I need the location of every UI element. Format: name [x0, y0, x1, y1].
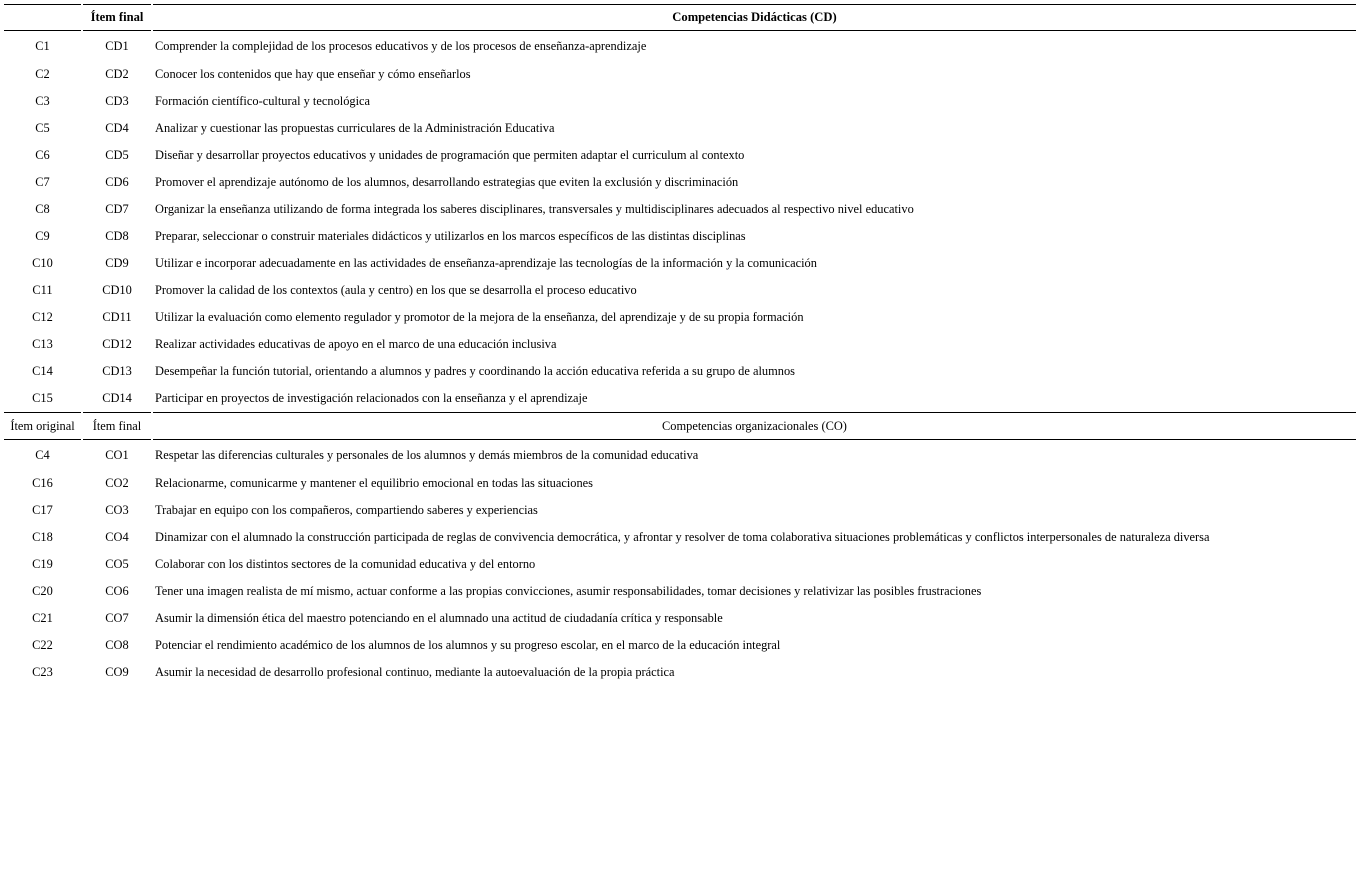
table-row [4, 88, 1356, 115]
header-row-cd [4, 4, 1356, 31]
cd-final-cell: CD11 [102, 310, 132, 324]
cd-original-cell: C2 [35, 67, 50, 81]
co-original-cell: C21 [32, 611, 53, 625]
table-row [4, 578, 1356, 605]
co-section-header [4, 412, 1356, 440]
table-row [4, 115, 1356, 142]
cd-final-cell: CD14 [102, 391, 132, 405]
co-original-cell: C4 [35, 448, 50, 462]
cd-original-cell: C10 [32, 256, 53, 270]
co-final-cell: CO1 [105, 448, 129, 462]
header-final-co: Ítem final [83, 412, 151, 440]
co-original-cell: C18 [32, 530, 53, 544]
table-row [4, 470, 1356, 497]
cd-original-cell: C3 [35, 94, 50, 108]
cd-final-cell: CD10 [102, 283, 132, 297]
co-description-cell: Trabajar en equipo con los compañeros, compartiendo saberes y experiencias [155, 503, 538, 517]
cd-final-cell: CD6 [105, 175, 129, 189]
co-description-cell: Colaborar con los distintos sectores de la comunidad educativa y del entorno [155, 557, 536, 571]
cd-description-cell: Preparar, seleccionar o construir materiales didácticos y utilizarlos en los marcos específicos de las distintas disciplinas [155, 229, 746, 243]
co-final-cell: CO4 [105, 530, 129, 544]
table-row [4, 142, 1356, 169]
table-row [4, 304, 1356, 331]
header-original-cd [4, 4, 81, 31]
cd-description-cell: Desempeñar la función tutorial, orientando a alumnos y padres y coordinando la acción educativa referida a su grupo de alumnos [155, 364, 795, 378]
cd-description-cell: Participar en proyectos de investigación relacionados con la enseñanza y el aprendizaje [155, 391, 588, 405]
co-description-cell: Potenciar el rendimiento académico de los alumnos de los alumnos y su progreso escolar, en el marco de la educación integral [155, 638, 781, 652]
table-row [4, 551, 1356, 578]
table-row [4, 497, 1356, 524]
cd-section-body [4, 31, 1356, 412]
co-description-cell: Asumir la dimensión ética del maestro potenciando en el alumnado una actitud de ciudadanía crítica y responsable [155, 611, 723, 625]
cd-final-cell: CD5 [105, 148, 129, 162]
table-row [4, 61, 1356, 88]
cd-original-cell: C9 [35, 229, 50, 243]
co-final-cell: CO3 [105, 503, 129, 517]
table-row [4, 524, 1356, 551]
co-final-cell: CO5 [105, 557, 129, 571]
cd-original-cell: C6 [35, 148, 50, 162]
co-original-cell: C16 [32, 476, 53, 490]
cd-original-cell: C11 [32, 283, 53, 297]
co-description-cell: Relacionarme, comunicarme y mantener el equilibrio emocional en todas las situaciones [155, 476, 593, 490]
co-original-cell: C23 [32, 665, 53, 679]
co-description-cell: Respetar las diferencias culturales y personales de los alumnos y demás miembros de la comunidad educativa [155, 448, 699, 462]
competencias-table-container [4, 4, 1358, 686]
cd-description-cell: Organizar la enseñanza utilizando de forma integrada los saberes disciplinares, transversales y multidisciplinares adecuados al respectivo nivel educativo [155, 202, 914, 216]
co-original-cell: C22 [32, 638, 53, 652]
table-row [4, 331, 1356, 358]
co-final-cell: CO2 [105, 476, 129, 490]
co-final-cell: CO7 [105, 611, 129, 625]
header-row-co [4, 412, 1356, 440]
cd-description-cell: Comprender la complejidad de los procesos educativos y de los procesos de enseñanza-aprendizaje [155, 39, 647, 53]
co-final-cell: CO8 [105, 638, 129, 652]
table-row [4, 250, 1356, 277]
cd-original-cell: C13 [32, 337, 53, 351]
table-row [4, 659, 1356, 686]
table-row [4, 196, 1356, 223]
cd-original-cell: C7 [35, 175, 50, 189]
cd-original-cell: C14 [32, 364, 53, 378]
table-row [4, 358, 1356, 385]
table-row [4, 169, 1356, 196]
cd-description-cell: Realizar actividades educativas de apoyo en el marco de una educación inclusiva [155, 337, 557, 351]
co-original-cell: C19 [32, 557, 53, 571]
table-row [4, 385, 1356, 412]
cd-final-cell: CD7 [105, 202, 129, 216]
cd-final-cell: CD1 [105, 39, 129, 53]
cd-description-cell: Utilizar e incorporar adecuadamente en las actividades de enseñanza-aprendizaje las tecnologías de la información y la comunicación [155, 256, 817, 270]
header-description-cd: Competencias Didácticas (CD) [153, 4, 1356, 31]
co-description-cell: Asumir la necesidad de desarrollo profesional continuo, mediante la autoevaluación de la propia práctica [155, 665, 675, 679]
table-row [4, 440, 1356, 470]
cd-final-cell: CD3 [105, 94, 129, 108]
cd-final-cell: CD8 [105, 229, 129, 243]
cd-description-cell: Analizar y cuestionar las propuestas curriculares de la Administración Educativa [155, 121, 555, 135]
cd-final-cell: CD9 [105, 256, 129, 270]
cd-final-cell: CD2 [105, 67, 129, 81]
cd-description-cell: Promover el aprendizaje autónomo de los alumnos, desarrollando estrategias que eviten la exclusión y discriminación [155, 175, 739, 189]
header-description-co: Competencias organizacionales (CO) [153, 412, 1356, 440]
cd-description-cell: Conocer los contenidos que hay que enseñar y cómo enseñarlos [155, 67, 471, 81]
cd-description-cell: Formación científico-cultural y tecnológica [155, 94, 371, 108]
cd-original-cell: C1 [35, 39, 50, 53]
co-description-cell: Tener una imagen realista de mí mismo, actuar conforme a las propias convicciones, asumir responsabilidades, tomar decisiones y relativizar las posibles frustraciones [155, 584, 982, 598]
table-row [4, 605, 1356, 632]
cd-original-cell: C8 [35, 202, 50, 216]
co-description-cell: Dinamizar con el alumnado la construcción participada de reglas de convivencia democrática, y afrontar y resolver de toma colaborativa situaciones problemáticas y conflictos interpersonales de naturaleza diversa [155, 530, 1210, 544]
co-final-cell: CO6 [105, 584, 129, 598]
co-original-cell: C20 [32, 584, 53, 598]
cd-original-cell: C5 [35, 121, 50, 135]
co-section-body [4, 440, 1356, 686]
table-row [4, 223, 1356, 250]
table-row [4, 31, 1356, 61]
cd-final-cell: CD12 [102, 337, 132, 351]
header-final-cd: Ítem final [83, 4, 151, 31]
table-row [4, 632, 1356, 659]
competencias-table [2, 4, 1358, 686]
cd-description-cell: Utilizar la evaluación como elemento regulador y promotor de la mejora de la enseñanza, del aprendizaje y de su propia formación [155, 310, 804, 324]
cd-original-cell: C12 [32, 310, 53, 324]
cd-final-cell: CD4 [105, 121, 129, 135]
cd-final-cell: CD13 [102, 364, 132, 378]
co-original-cell: C17 [32, 503, 53, 517]
header-original-co: Ítem original [4, 412, 81, 440]
cd-original-cell: C15 [32, 391, 53, 405]
co-final-cell: CO9 [105, 665, 129, 679]
cd-description-cell: Diseñar y desarrollar proyectos educativos y unidades de programación que permiten adaptar el curriculum al contexto [155, 148, 745, 162]
cd-description-cell: Promover la calidad de los contextos (aula y centro) en los que se desarrolla el proceso educativo [155, 283, 637, 297]
table-row [4, 277, 1356, 304]
